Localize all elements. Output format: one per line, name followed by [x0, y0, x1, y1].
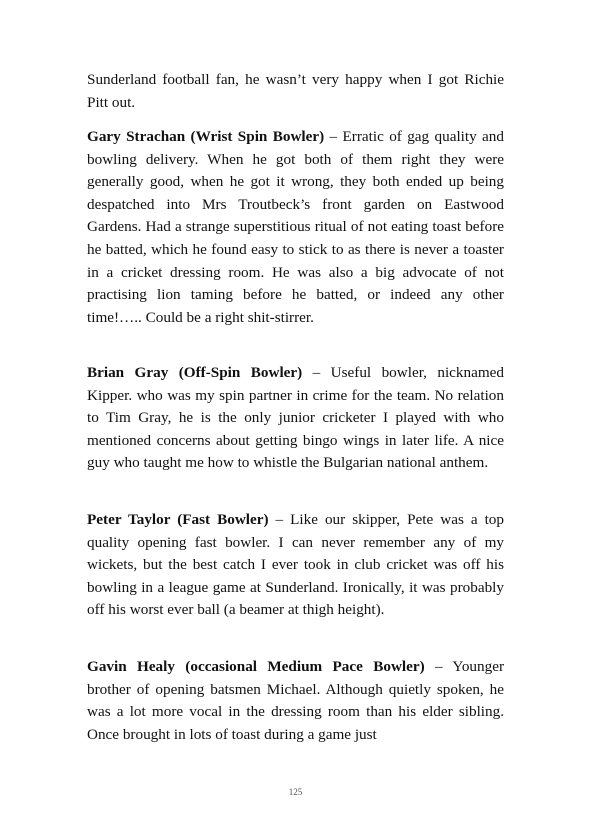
player-name: Gary Strachan (Wrist Spin Bowler)	[87, 128, 325, 145]
paragraph-gavin-healy	[87, 656, 504, 746]
player-name: Brian Gray (Off-Spin Bowler)	[87, 364, 303, 381]
paragraph-text: – Erratic of gag quality and bowling delivery. When he got both of them right they were generally good, when he got it wrong, they both ended up being despatched into Mrs Troutbeck’s front garden on Eastwood Gardens. Had a strange superstitious ritual of not eating toast before he batted, which he found easy to stick to as there is never a toaster in a cricket dressing room. He was also a big advocate of not practising lion taming before he batted, or indeed any other time!….. Could be a right shit-stirrer.	[87, 128, 504, 326]
page-number: 125	[288, 787, 303, 797]
paragraph-text: Sunderland football fan, he wasn’t very happy when I got Richie Pitt out.	[87, 71, 504, 111]
player-name: Peter Taylor (Fast Bowler)	[87, 511, 269, 528]
paragraph-text: – Useful bowler, nicknamed Kipper. who was my spin partner in crime for the team. No relation to Tim Gray, he is the only junior cricketer I played with who mentioned concerns about getting bingo wings in later life. A nice guy who taught me how to whistle the Bulgarian national anthem.	[87, 364, 505, 472]
paragraph-continued	[87, 69, 504, 114]
paragraph-peter-taylor	[87, 509, 504, 622]
paragraph-brian-gray	[87, 362, 504, 475]
paragraph-text: – Younger brother of opening batsmen Michael. Although quietly spoken, he was a lot more vocal in the dressing room than his elder sibling. Once brought in lots of toast during a game just	[87, 658, 504, 743]
paragraph-gary-strachan	[87, 126, 504, 329]
player-name: Gavin Healy (occasional Medium Pace Bowler)	[87, 658, 425, 675]
paragraph-text: – Like our skipper, Pete was a top quality opening fast bowler. I can never remember any of my wickets, but the best catch I ever took in club cricket was off his bowling in a league game at Sunderland. Ironically, it was probably off his worst ever ball (a beamer at thigh height).	[87, 511, 504, 619]
